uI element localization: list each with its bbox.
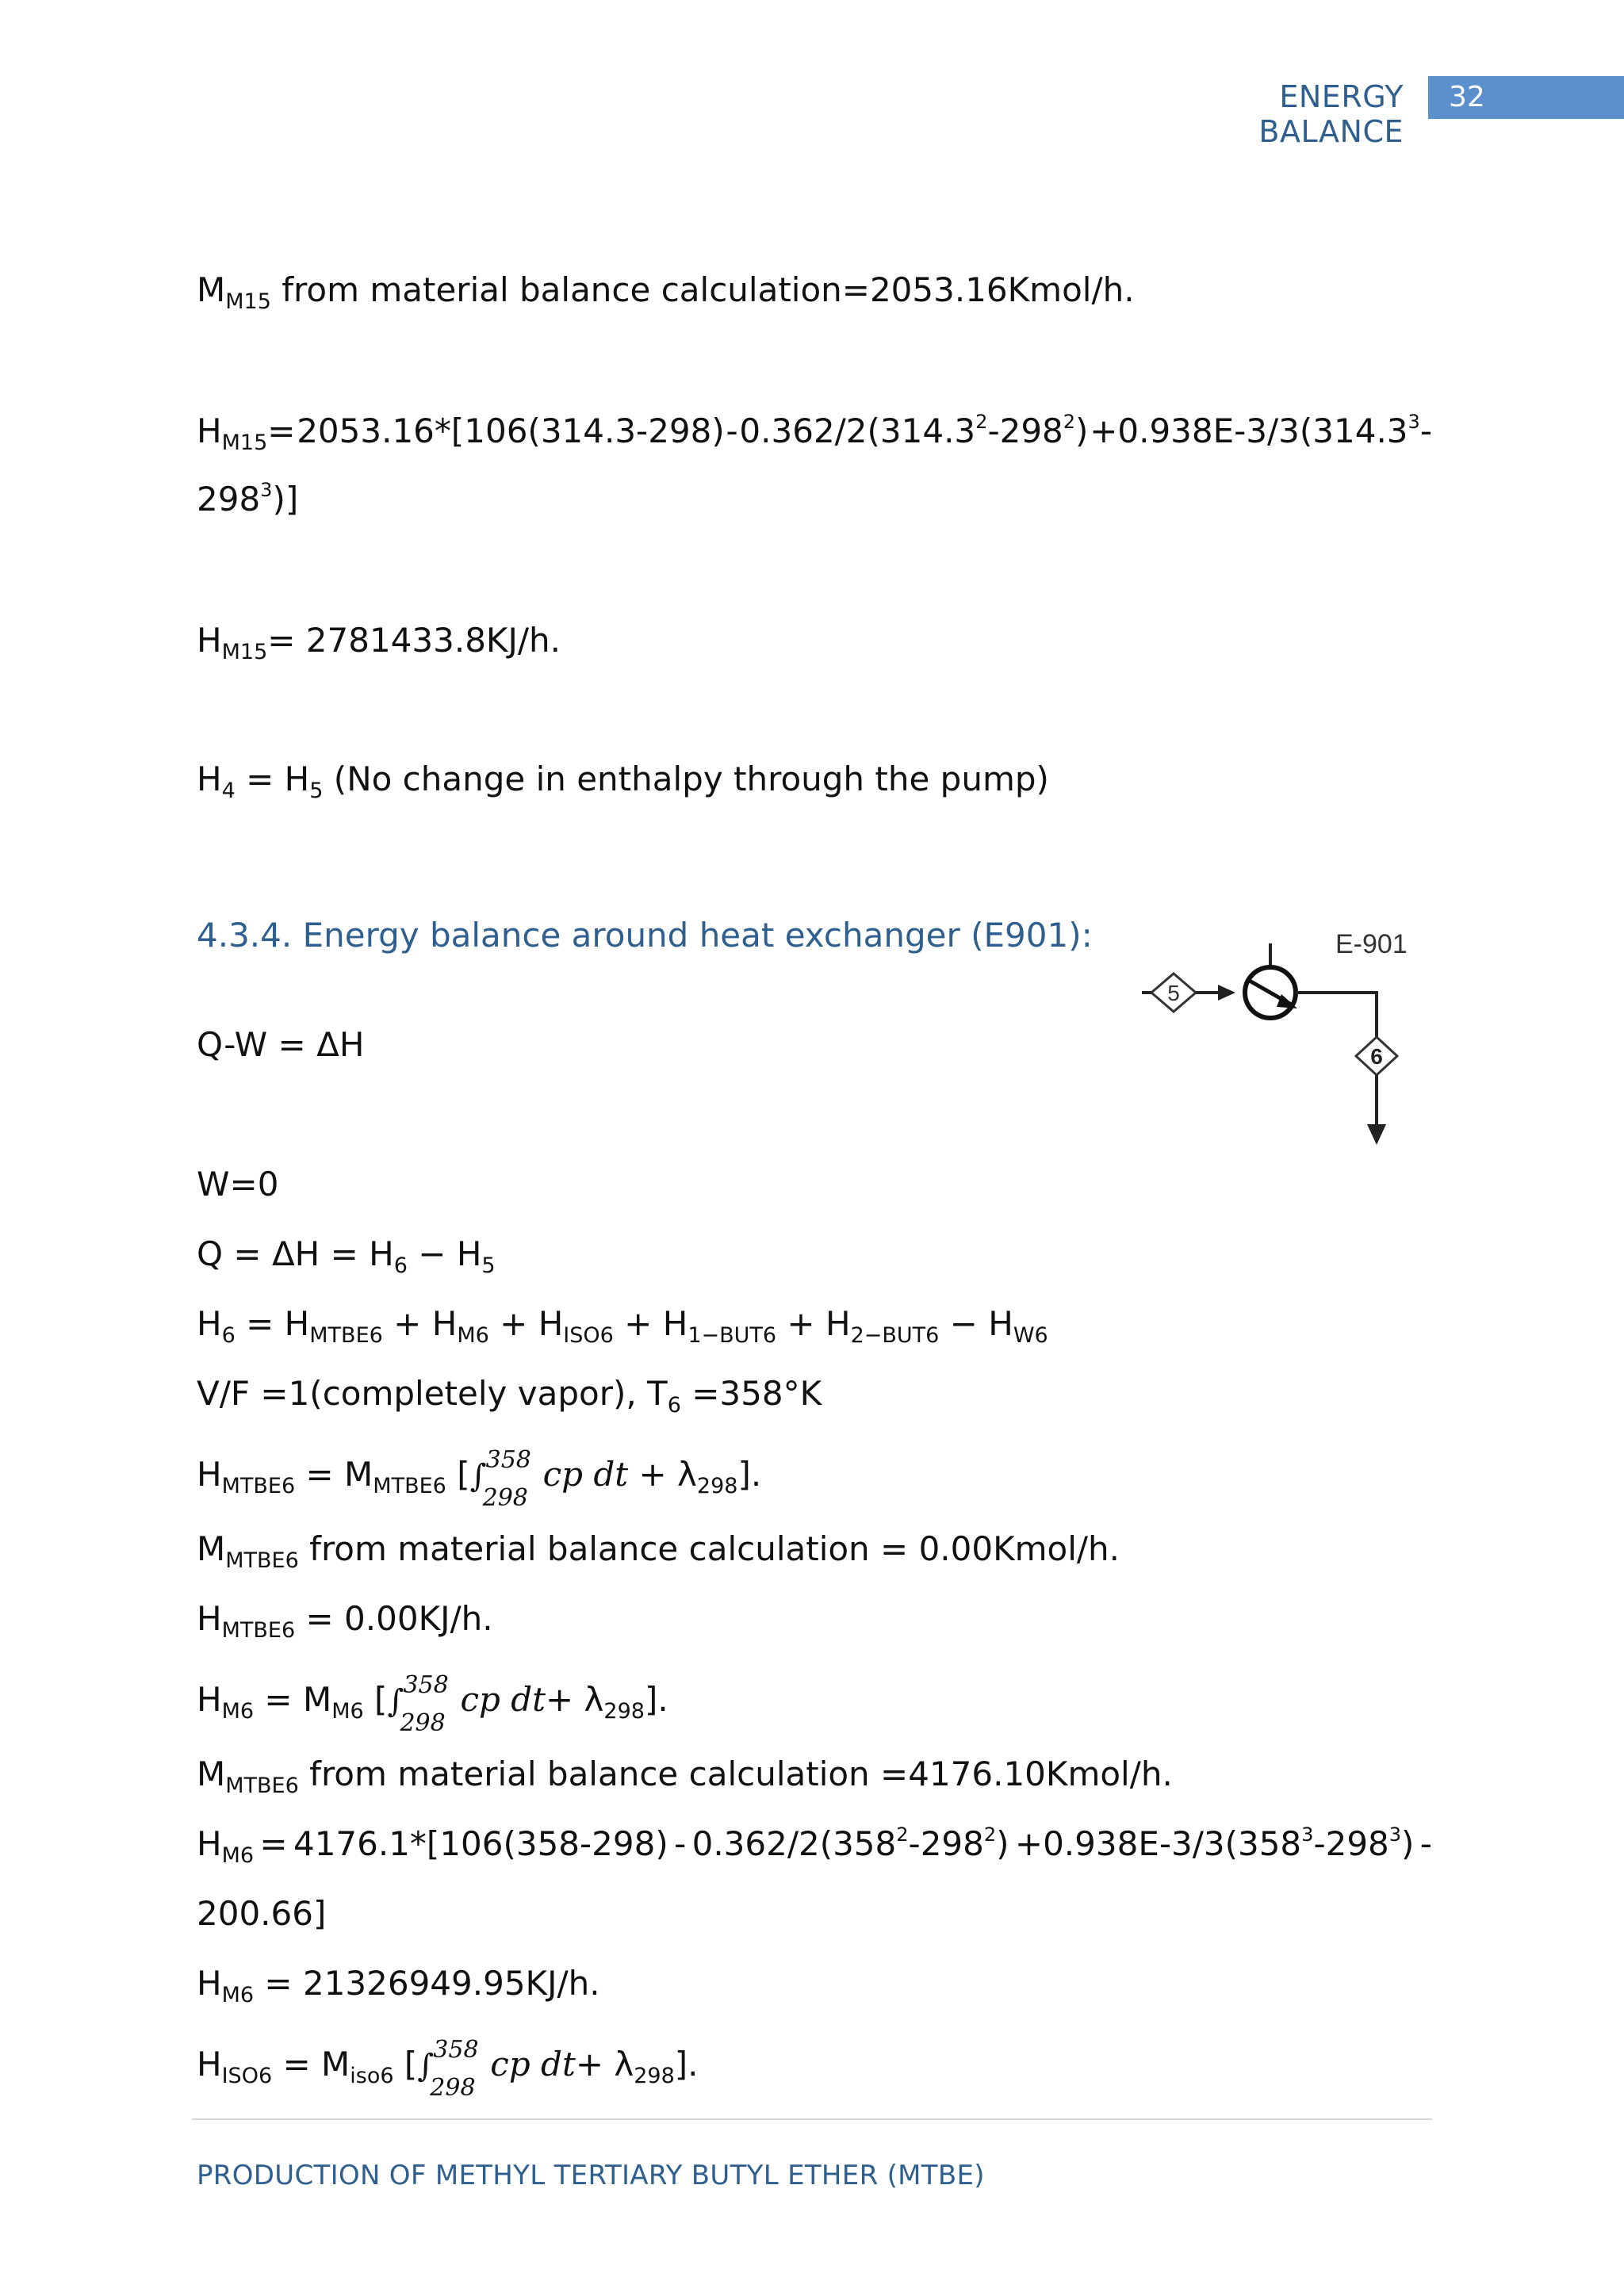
text-mmtbe6-source: $M_{MTBE6}$ from material balance calculation = 0.00Kmol/h. (197, 1529, 1120, 1573)
footer-divider (192, 2118, 1432, 2120)
integral-sign: ∫ 358 298 (417, 2036, 479, 2102)
page-number: 32 (1428, 76, 1624, 119)
svg-text:6: 6 (1370, 1044, 1383, 1069)
integral-sign: ∫ 358 298 (469, 1446, 531, 1512)
equation-hiso6-integral: $H_{ISO6} = M_{iso6}$ [ ∫ 358 298 cp $dt+ \lambda_{298}$]. (197, 2036, 699, 2102)
footer-title: PRODUCTION OF METHYL TERTIARY BUTYL ETHER (MTBE) (197, 2160, 985, 2191)
heat-exchanger-diagram (1142, 920, 1435, 1158)
text-mm6-source: $M_{MTBE6}$ from material balance calculation =4176.10Kmol/h. (197, 1755, 1173, 1798)
equation-first-law: Q-W = ΔH (197, 1025, 365, 1064)
svg-text:5: 5 (1167, 981, 1180, 1005)
stream-5-marker (1151, 974, 1196, 1012)
stream-6-marker (1356, 1037, 1397, 1075)
integral-sign: ∫ 358 298 (387, 1671, 449, 1737)
equation-hm6-expansion: $H_{M6}$ = 4176.1*[106(358-298) - $0.362/2(358^2-298^2)$ $+0.938E-3/3(358^3-298^3)$ - (197, 1823, 1432, 1868)
text-line-mm15-source: $M_{M15}$ from material balance calculation=2053.16Kmol/h. (197, 270, 1135, 314)
equation-work-zero: W=0 (197, 1165, 279, 1203)
equation-hm15-continued: $298^3$)] (197, 479, 299, 519)
diagram-label: E-901 (1335, 929, 1408, 959)
equation-hm6-continued: 200.66] (197, 1894, 327, 1933)
text-vapor-fraction: V/F =1(completely vapor), $T_6 =358^\circ K$ (197, 1374, 822, 1418)
section-heading: 4.3.4. Energy balance around heat exchanger (E901): (197, 916, 1093, 955)
equation-pump-enthalpy: $H_4 = H_5$ (No change in enthalpy through the pump) (197, 760, 1049, 803)
header-title: ENERGY BALANCE (1258, 79, 1404, 149)
equation-hm15-result: $H_{M15}= 2781433.8KJ/h$. (197, 621, 561, 664)
equation-h6-sum: $H_6 = H_{MTBE6} + H_{M6} + H_{ISO6} + H_{1-BUT6} + H_{2-BUT6} - H_{W6}$ (197, 1304, 1048, 1348)
equation-hm6-integral: $H_{M6} = M_{M6}$ [ ∫ 358 298 cp $dt+ \lambda_{298}$]. (197, 1671, 668, 1737)
equation-heat-duty: $Q = \Delta H = H_6 - H_5$ (197, 1234, 496, 1278)
exchanger-symbol (1245, 943, 1297, 1018)
equation-hmtbe6-result: $H_{MTBE6} = 0.00KJ/h$. (197, 1599, 493, 1643)
equation-hm15-expansion: $H_{M15}=$ 2053.16*[106(314.3-298) - $0.362/2(314.3^2-298^2)$ $+0.938E-3/3(314.3^3-$ (197, 411, 1432, 455)
equation-hm6-result: $H_{M6} = 21326949.95KJ/h$. (197, 1964, 600, 2007)
equation-hmtbe6-integral: $H_{MTBE6} = M_{MTBE6}$ [ ∫ 358 298 cp dt + $\lambda_{298}$]. (197, 1446, 762, 1512)
